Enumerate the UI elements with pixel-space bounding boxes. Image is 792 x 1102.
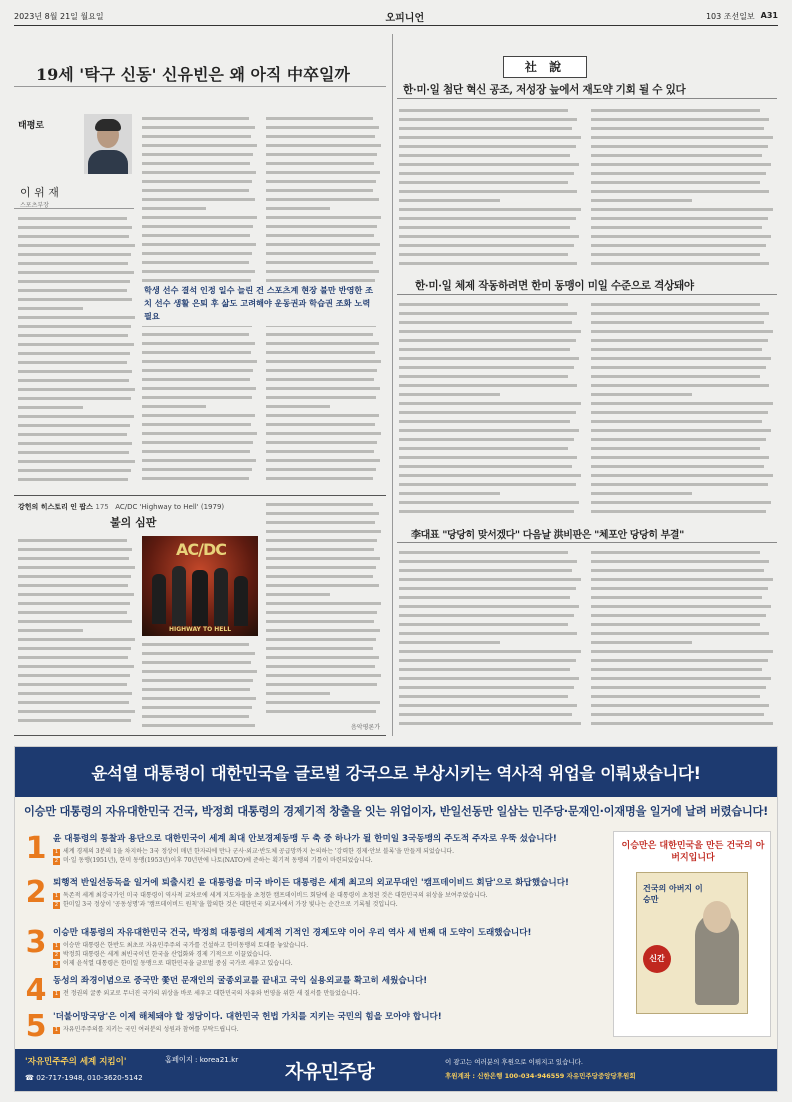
ad-item-bullet: 1 bbox=[54, 991, 59, 997]
column1-body-col1 bbox=[18, 214, 136, 490]
ad-item-number: 3 bbox=[25, 925, 47, 960]
ad-subhead: 이승만 대통령의 자유대한민국 건국, 박정희 대통령의 경제기적 창출을 잇는 위업이자, 반일선동만 일삼는 민주당·문재인·이재명을 일거에 날려 버렸습니다! bbox=[24, 805, 768, 818]
column2-body-col3 bbox=[266, 500, 382, 720]
book-title: 건국의 아버지 이승만 bbox=[643, 884, 703, 904]
editorial-3-body-col1 bbox=[399, 548, 583, 732]
ad-item-bullet: 1 bbox=[54, 893, 59, 899]
ad-item-line bbox=[53, 847, 603, 856]
ad-item-line bbox=[53, 1025, 603, 1034]
ad-item-title: 퇴행적 반일선동독을 일거에 퇴출시킨 윤 대통령을 미국 바이든 대통령은 세계 최고의 외교무대인 '캠프데이비드 회담'으로 화답했습니다! bbox=[53, 878, 569, 888]
book-cover-image bbox=[636, 872, 748, 1014]
header-paper: 103 조선일보 bbox=[705, 12, 755, 21]
album-cover-image bbox=[142, 536, 258, 636]
footer-web: 홈페이지 : korea21.kr bbox=[165, 1055, 239, 1064]
page-header bbox=[14, 8, 778, 26]
ad-item-line-text: 독존적 세계 최강국가인 미국 대통령이 역사적 교차로에 세계 지도자들을 초청한 캠프데이비드 회담에 윤 대통령이 초청된 것은 대한민국의 위상을 보여주었습니다. bbox=[63, 892, 488, 899]
book-ad bbox=[613, 831, 771, 1037]
column1-pull-quote: 학생 선수 결석 인정 일수 늘린 건 스포츠계 현장 불만 반영한 조치 선수 생활 은퇴 후 삶도 고려해야 운동권과 학습권 조화 노력 필요 bbox=[142, 282, 382, 326]
ad-item-bullet: 2 bbox=[54, 858, 59, 864]
editorial-2-body-col2 bbox=[591, 300, 775, 518]
ad-footer bbox=[15, 1049, 777, 1091]
ad-item-line-text: 미·일 동맹(1951년), 한미 동맹(1953년)이후 70년만에 나토(NATO)에 준하는 획기적 동맹의 기틀이 마련되었습니다. bbox=[63, 857, 373, 864]
column1-author-dept: 스포츠부장 bbox=[20, 202, 49, 209]
column2-author-credit: 음악평론가 bbox=[351, 724, 380, 731]
ad-item-line bbox=[53, 856, 603, 865]
ad-item bbox=[23, 875, 603, 919]
album-title: HIGHWAY TO HELL bbox=[168, 626, 232, 633]
ad-headline: 윤석열 대통령이 대한민국을 글로벌 강국으로 부상시키는 역사적 위업을 이뤄냈습니다! bbox=[15, 747, 777, 797]
column2-body-col1 bbox=[18, 536, 136, 732]
ad-item-line bbox=[53, 900, 603, 909]
ad-item-line-text: 박정희 대통령은 세계 최빈국이던 한국을 산업화와 경제 기적으로 이끌었습니다. bbox=[63, 951, 272, 958]
ad-item-bullet: 2 bbox=[54, 902, 59, 908]
ad-item-bullet: 1 bbox=[54, 943, 59, 949]
column2-series: 강헌의 히스토리 인 팝스 175 AC/DC 'Highway to Hell' (1979) bbox=[18, 503, 225, 511]
ad-item-title: 동성의 좌경이념으로 중국만 쫓던 문재인의 굴종외교를 끝내고 국익 실용외교를 확고히 세웠습니다! bbox=[53, 976, 428, 986]
ad-item-bullet: 2 bbox=[54, 952, 59, 958]
footer-note: 이 광고는 여러분의 후원으로 이뤄지고 있습니다. bbox=[445, 1058, 583, 1066]
ad-item-number: 2 bbox=[25, 875, 47, 910]
editorial-1-body-col1 bbox=[399, 106, 583, 268]
column1 bbox=[14, 34, 386, 496]
header-date: 2023년 8월 21일 월요일 bbox=[14, 12, 104, 21]
ad-item-title: 이승만 대통령의 자유대한민국 건국, 박정희 대통령의 세계적 기적인 경제도약 이어 우리 역사 세 번째 대 도약이 도래했습니다! bbox=[53, 928, 532, 938]
ad-item-title: 윤 대통령의 통찰과 용단으로 대한민국이 세계 최대 안보경제동맹 두 축 중 하나가 될 한미일 3국동맹의 주도적 주자로 우뚝 섰습니다! bbox=[53, 834, 557, 844]
editorial-3-body-col2 bbox=[591, 548, 775, 732]
album-band-logo: AC/DC bbox=[176, 540, 226, 559]
footer-phone: ☎ 02-717-1948, 010-3620-5142 bbox=[25, 1073, 143, 1082]
ad-item-bullet: 1 bbox=[54, 849, 59, 855]
footer-slogan: '자유민주주의 세계 지킴이' bbox=[25, 1057, 127, 1067]
editorial-2-body-col1 bbox=[399, 300, 583, 518]
column1-tag: 태평로 bbox=[18, 121, 45, 131]
editorial-2-title: 한·미·일 체제 작동하려면 한미 동맹이 미일 수준으로 격상돼야 bbox=[415, 280, 694, 292]
book-tagline: 이승만은 대한민국을 만든 건국의 아버지입니다 bbox=[621, 841, 765, 863]
editorial-label: 社 說 bbox=[503, 56, 587, 78]
ad-item-bullet: 1 bbox=[54, 1027, 59, 1033]
ad-item-line-text: 이승만 대통령은 한반도 최초로 자유민주주의 국가를 건설하고 한미동맹의 토대를 놓았습니다. bbox=[63, 942, 309, 949]
ad-item bbox=[23, 831, 603, 875]
editorial-3-title: 李대표 "당당히 맞서겠다" 다음날 洪비판은 "체포안 당당히 부결" bbox=[411, 530, 684, 541]
column2 bbox=[14, 500, 386, 736]
ad-item-line bbox=[53, 989, 603, 998]
ad-item-line-text: 이제 윤석열 대통령은 한미일 동맹으로 대한민국을 글로벌 중심 국가로 세우고 있습니다. bbox=[63, 960, 293, 967]
footer-account: 후원계좌 : 신한은행 100-034-946559 자유민주당중앙당후원회 bbox=[445, 1072, 636, 1080]
ad-item-line bbox=[53, 950, 603, 959]
ad-item bbox=[23, 1009, 603, 1053]
editorial-1-title: 한·미·일 첨단 혁신 공조, 저성장 늪에서 재도약 기회 될 수 있다 bbox=[403, 84, 686, 96]
column1-author: 이 위 재 bbox=[20, 186, 59, 199]
author-photo bbox=[84, 114, 132, 174]
advertisement bbox=[14, 746, 778, 1092]
ad-item-line bbox=[53, 941, 603, 950]
column1-headline: 19세 '탁구 신동' 신유빈은 왜 아직 中卒일까 bbox=[36, 65, 350, 84]
editorial-1-body-col2 bbox=[591, 106, 775, 268]
ad-item-number: 4 bbox=[25, 973, 47, 1008]
ad-item-line-text: 자유민주주의를 지키는 국민 여러분의 성원과 참여를 부탁드립니다. bbox=[63, 1026, 239, 1033]
ad-item bbox=[23, 925, 603, 973]
header-page: A31 bbox=[760, 11, 778, 20]
editorial-section bbox=[392, 34, 778, 736]
ad-item-line bbox=[53, 959, 603, 968]
ad-item-number: 5 bbox=[25, 1009, 47, 1044]
party-logo: 자유민주당 bbox=[285, 1061, 375, 1083]
ad-item-line bbox=[53, 891, 603, 900]
column2-body-col2 bbox=[142, 640, 258, 732]
ad-item-line-text: 세계 경제의 3분의 1을 차지하는 3국 정상이 매년 한자리에 만나 군사·외교·반도체 공급망까지 논의하는 '강력한 경제·안보 블록'을 만들게 되었습니다. bbox=[63, 848, 454, 855]
header-section: 오피니언 bbox=[385, 13, 425, 24]
ad-item-number: 1 bbox=[25, 831, 47, 866]
ad-item-bullet: 3 bbox=[54, 961, 59, 967]
ad-item-line-text: 전 정권의 굴종 외교로 무너진 국가의 위상을 바로 세우고 대한민국의 자유와 번영을 위한 새 질서를 만들었습니다. bbox=[63, 990, 361, 997]
column2-headline: 불의 심판 bbox=[110, 516, 157, 529]
book-new-badge: 신간 bbox=[643, 945, 671, 973]
ad-item-title: '더불어망국당'은 이제 해체돼야 할 정당이다. 대한민국 헌법 가치를 지키는 국민의 힘을 모아야 합니다! bbox=[53, 1012, 442, 1022]
ad-item-line-text: 한미일 3국 정상이 '공동성명'과 '캠프데이비드 원칙'을 합의한 것은 대한민국 외교사에서 가장 빛나는 순간으로 기록될 것입니다. bbox=[63, 901, 398, 908]
